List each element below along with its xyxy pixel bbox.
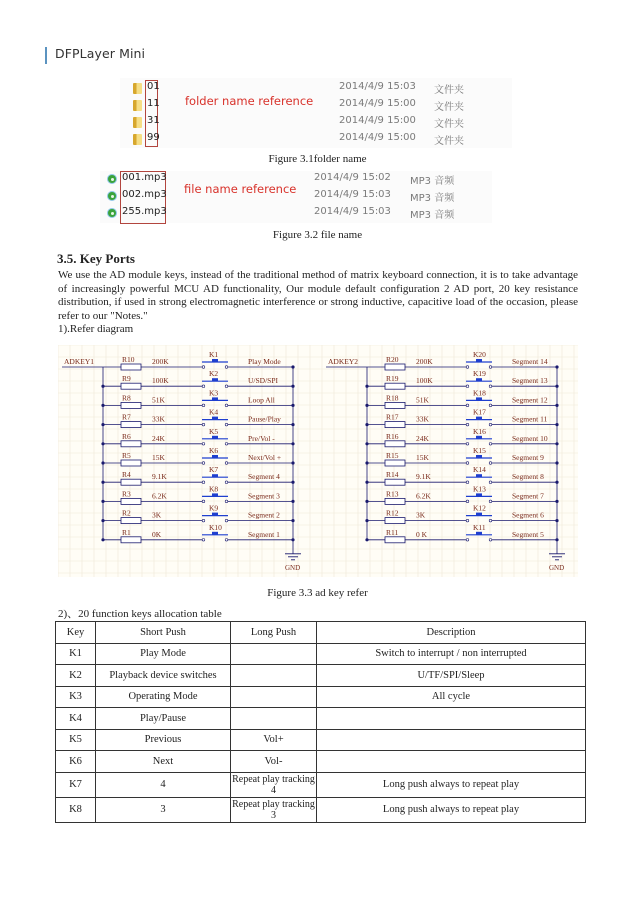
adkey-input-label: ADKEY2 xyxy=(328,357,358,366)
key-function-label: Pause/Play xyxy=(248,414,281,424)
switch-terminal xyxy=(489,385,492,388)
resistor-symbol xyxy=(121,441,141,447)
key-function-label: Loop All xyxy=(248,395,275,405)
key-label: K7 xyxy=(209,465,219,475)
switch-terminal xyxy=(225,519,228,522)
table-row xyxy=(56,751,586,773)
audio-file-icon xyxy=(107,208,117,218)
key-label: K13 xyxy=(473,484,486,494)
folder-type: 文件夹 xyxy=(434,85,464,96)
key-label: K12 xyxy=(473,503,486,513)
resistor-value: 6.2K xyxy=(416,491,431,501)
section-paragraph: We use the AD module keys, instead of the traditional method of matrix keyboard connection, it is to take advantage of increasingly powerful MCU AD functionality, Our module default configuration 2 AD port, 20 key resistance distribution, if used in strong electromagnetic interference or strong inductive, capacitive load of the occasion, please refer to our "Notes." xyxy=(58,269,578,322)
switch-terminal xyxy=(225,539,228,542)
file-type: MP3 音频 xyxy=(410,176,455,187)
switch-button xyxy=(212,397,218,400)
resistor-symbol xyxy=(121,479,141,485)
switch-terminal xyxy=(489,500,492,503)
header-accent-bar xyxy=(45,47,47,64)
key-label: K10 xyxy=(209,522,222,532)
resistor-value: 0 K xyxy=(416,529,428,539)
file-name: 002.mp3 xyxy=(122,189,167,200)
key-label: K20 xyxy=(473,350,486,359)
key-label: K3 xyxy=(209,388,219,398)
switch-terminal xyxy=(466,404,469,407)
key-label: K19 xyxy=(473,369,486,379)
file-name: 255.mp3 xyxy=(122,206,167,217)
audio-file-icon xyxy=(107,174,117,184)
column-header: Short Push xyxy=(96,622,231,644)
resistor-symbol xyxy=(385,383,405,389)
resistor-value: 0K xyxy=(152,529,162,539)
folder-date: 2014/4/9 15:03 xyxy=(339,81,416,92)
switch-button xyxy=(476,513,482,516)
long-push-cell xyxy=(231,686,317,708)
resistor-label: R19 xyxy=(386,374,399,384)
switch-terminal xyxy=(489,404,492,407)
switch-terminal xyxy=(202,366,205,369)
resistor-label: R9 xyxy=(122,374,131,384)
key-function-label: U/SD/SPI xyxy=(248,376,279,386)
resistor-label: R7 xyxy=(122,412,131,422)
long-push-cell xyxy=(231,665,317,687)
key-cell: K5 xyxy=(56,729,96,751)
switch-button xyxy=(212,359,218,362)
key-function-label: Segment 14 xyxy=(512,357,548,366)
description-cell xyxy=(317,751,586,773)
switch-button xyxy=(212,513,218,516)
file-listing-figure xyxy=(100,171,492,223)
switch-button xyxy=(476,455,482,458)
figure-3-1-caption: Figure 3.1folder name xyxy=(268,153,367,165)
folder-type: 文件夹 xyxy=(434,136,464,147)
switch-terminal xyxy=(466,423,469,426)
resistor-label: R16 xyxy=(386,431,399,441)
resistor-value: 3K xyxy=(152,510,162,520)
file-row xyxy=(100,189,492,206)
figure-3-2-caption: Figure 3.2 file name xyxy=(272,229,363,241)
file-row xyxy=(100,172,492,189)
refer-diagram-label: 1).Refer diagram xyxy=(58,323,134,335)
key-function-label: Segment 13 xyxy=(512,376,548,386)
switch-terminal xyxy=(489,423,492,426)
resistor-symbol xyxy=(385,537,405,543)
key-function-label: Segment 6 xyxy=(512,510,544,520)
key-function-label: Play Mode xyxy=(248,357,281,366)
resistor-label: R6 xyxy=(122,431,131,441)
table-row xyxy=(56,729,586,751)
adkey-input-label: ADKEY1 xyxy=(64,357,94,366)
key-function-label: Segment 1 xyxy=(248,529,280,539)
short-push-cell: Play/Pause xyxy=(96,708,231,730)
description-cell: All cycle xyxy=(317,686,586,708)
folder-row xyxy=(120,80,512,97)
key-function-label: Segment 9 xyxy=(512,453,544,462)
resistor-value: 100K xyxy=(152,376,169,386)
resistor-value: 100K xyxy=(416,376,433,386)
switch-button xyxy=(212,455,218,458)
key-function-label: Segment 4 xyxy=(248,472,280,482)
resistor-symbol xyxy=(121,498,141,504)
file-type: MP3 音频 xyxy=(410,210,455,221)
resistor-symbol xyxy=(121,422,141,428)
key-cell: K8 xyxy=(56,797,96,822)
resistor-label: R14 xyxy=(386,470,399,480)
resistor-value: 200K xyxy=(152,357,169,366)
resistor-label: R8 xyxy=(122,393,131,403)
file-date: 2014/4/9 15:02 xyxy=(314,172,391,183)
short-push-cell: Next xyxy=(96,751,231,773)
resistor-label: R4 xyxy=(122,470,131,480)
resistor-value: 3K xyxy=(416,510,426,520)
folder-listing-figure xyxy=(120,78,512,148)
switch-terminal xyxy=(225,443,228,446)
table-row xyxy=(56,797,586,822)
short-push-cell: Playback device switches xyxy=(96,665,231,687)
table-row xyxy=(56,708,586,730)
folder-type: 文件夹 xyxy=(434,102,464,113)
switch-terminal xyxy=(202,481,205,484)
folder-type: 文件夹 xyxy=(434,119,464,130)
resistor-symbol xyxy=(121,518,141,524)
key-table-label: 2)、20 function keys allocation table xyxy=(58,608,222,620)
resistor-label: R20 xyxy=(386,355,399,364)
file-name-annotation: file name reference xyxy=(184,182,297,196)
resistor-symbol xyxy=(385,518,405,524)
switch-button xyxy=(476,359,482,362)
folder-icon xyxy=(133,100,142,111)
resistor-label: R12 xyxy=(386,508,399,518)
resistor-symbol xyxy=(121,383,141,389)
key-cell: K1 xyxy=(56,643,96,665)
resistor-value: 24K xyxy=(416,433,429,443)
key-cell: K7 xyxy=(56,772,96,797)
folder-icon xyxy=(133,83,142,94)
long-push-cell: Vol+ xyxy=(231,729,317,751)
gnd-label: GND xyxy=(549,563,565,572)
key-label: K5 xyxy=(209,426,219,436)
key-function-label: Segment 11 xyxy=(512,414,548,424)
switch-button xyxy=(476,378,482,381)
switch-terminal xyxy=(225,500,228,503)
resistor-symbol xyxy=(121,364,141,370)
resistor-symbol xyxy=(385,422,405,428)
short-push-cell: 3 xyxy=(96,797,231,822)
resistor-label: R18 xyxy=(386,393,399,403)
file-date: 2014/4/9 15:03 xyxy=(314,206,391,217)
switch-terminal xyxy=(202,443,205,446)
key-cell: K6 xyxy=(56,751,96,773)
key-label: K15 xyxy=(473,446,486,455)
switch-terminal xyxy=(489,462,492,465)
switch-terminal xyxy=(466,539,469,542)
gnd-label: GND xyxy=(285,563,301,572)
long-push-cell xyxy=(231,708,317,730)
resistor-label: R2 xyxy=(122,508,131,518)
switch-button xyxy=(476,474,482,477)
key-label: K17 xyxy=(473,407,486,417)
resistor-value: 9.1K xyxy=(152,472,167,482)
switch-terminal xyxy=(225,423,228,426)
description-cell xyxy=(317,708,586,730)
key-label: K2 xyxy=(209,369,219,379)
key-label: K6 xyxy=(209,446,219,455)
key-function-label: Segment 12 xyxy=(512,395,548,405)
folder-name: 11 xyxy=(147,98,160,109)
switch-button xyxy=(212,474,218,477)
switch-button xyxy=(212,436,218,439)
switch-terminal xyxy=(466,366,469,369)
short-push-cell: 4 xyxy=(96,772,231,797)
resistor-label: R5 xyxy=(122,451,131,460)
section-heading: 3.5. Key Ports xyxy=(57,251,135,266)
switch-terminal xyxy=(202,539,205,542)
key-label: K8 xyxy=(209,484,219,494)
resistor-symbol xyxy=(385,402,405,408)
key-cell: K4 xyxy=(56,708,96,730)
switch-button xyxy=(212,493,218,496)
key-function-label: Pre/Vol - xyxy=(248,433,275,443)
key-function-label: Segment 5 xyxy=(512,529,544,539)
resistor-label: R10 xyxy=(122,355,135,364)
key-label: K4 xyxy=(209,407,219,417)
document-header-title: DFPLayer Mini xyxy=(55,46,146,61)
switch-button xyxy=(476,436,482,439)
file-row xyxy=(100,206,492,223)
switch-terminal xyxy=(466,481,469,484)
resistor-symbol xyxy=(385,479,405,485)
key-function-label: Segment 8 xyxy=(512,472,544,482)
resistor-value: 33K xyxy=(416,414,429,424)
key-label: K16 xyxy=(473,426,486,436)
resistor-symbol xyxy=(121,537,141,543)
switch-terminal xyxy=(202,404,205,407)
key-label: K14 xyxy=(473,465,486,475)
description-cell: Long push always to repeat play xyxy=(317,797,586,822)
key-label: K11 xyxy=(473,522,486,532)
resistor-symbol xyxy=(385,460,405,466)
file-date: 2014/4/9 15:03 xyxy=(314,189,391,200)
resistor-value: 200K xyxy=(416,357,433,366)
resistor-label: R13 xyxy=(386,489,399,499)
switch-terminal xyxy=(489,539,492,542)
table-header-row xyxy=(56,622,586,644)
switch-button xyxy=(476,417,482,420)
key-function-label: Segment 10 xyxy=(512,433,548,443)
resistor-value: 51K xyxy=(152,395,165,405)
switch-button xyxy=(212,532,218,535)
long-push-cell: Vol- xyxy=(231,751,317,773)
table-row xyxy=(56,772,586,797)
switch-button xyxy=(476,493,482,496)
folder-name: 31 xyxy=(147,115,160,126)
short-push-cell: Previous xyxy=(96,729,231,751)
switch-terminal xyxy=(225,481,228,484)
switch-terminal xyxy=(466,462,469,465)
key-function-label: Segment 3 xyxy=(248,491,280,501)
resistor-value: 15K xyxy=(416,453,429,462)
folder-row xyxy=(120,114,512,131)
audio-file-icon xyxy=(107,191,117,201)
key-cell: K3 xyxy=(56,686,96,708)
short-push-cell: Play Mode xyxy=(96,643,231,665)
column-header: Key xyxy=(56,622,96,644)
table-row xyxy=(56,665,586,687)
switch-terminal xyxy=(225,462,228,465)
folder-date: 2014/4/9 15:00 xyxy=(339,115,416,126)
folder-date: 2014/4/9 15:00 xyxy=(339,98,416,109)
key-function-label: Segment 2 xyxy=(248,510,280,520)
resistor-label: R11 xyxy=(386,527,399,537)
key-allocation-table xyxy=(55,621,586,823)
folder-row xyxy=(120,97,512,114)
switch-terminal xyxy=(489,481,492,484)
switch-terminal xyxy=(466,385,469,388)
folder-row xyxy=(120,131,512,148)
description-cell: Long push always to repeat play xyxy=(317,772,586,797)
description-cell: Switch to interrupt / non interrupted xyxy=(317,643,586,665)
long-push-cell: Repeat play tracking 4 xyxy=(232,773,315,796)
switch-terminal xyxy=(202,462,205,465)
folder-icon xyxy=(133,117,142,128)
switch-terminal xyxy=(489,366,492,369)
table-row xyxy=(56,643,586,665)
switch-terminal xyxy=(225,404,228,407)
resistor-value: 51K xyxy=(416,395,429,405)
folder-name: 99 xyxy=(147,132,160,143)
resistor-label: R15 xyxy=(386,451,399,460)
key-label: K18 xyxy=(473,388,486,398)
column-header: Long Push xyxy=(231,622,317,644)
key-function-label: Next/Vol + xyxy=(248,453,282,462)
key-cell: K2 xyxy=(56,665,96,687)
key-label: K9 xyxy=(209,503,219,513)
switch-terminal xyxy=(202,385,205,388)
resistor-symbol xyxy=(121,402,141,408)
figure-3-3-caption: Figure 3.3 ad key refer xyxy=(267,587,368,599)
resistor-symbol xyxy=(121,460,141,466)
folder-name: 01 xyxy=(147,81,160,92)
switch-terminal xyxy=(466,443,469,446)
switch-terminal xyxy=(225,385,228,388)
resistor-label: R3 xyxy=(122,489,131,499)
resistor-value: 15K xyxy=(152,453,165,462)
resistor-label: R1 xyxy=(122,527,131,537)
switch-terminal xyxy=(202,519,205,522)
key-label: K1 xyxy=(209,350,219,359)
folder-date: 2014/4/9 15:00 xyxy=(339,132,416,143)
table-row xyxy=(56,686,586,708)
ad-key-circuit-diagram xyxy=(58,345,578,577)
key-function-label: Segment 7 xyxy=(512,491,544,501)
long-push-cell xyxy=(231,643,317,665)
resistor-symbol xyxy=(385,498,405,504)
resistor-value: 6.2K xyxy=(152,491,167,501)
switch-terminal xyxy=(466,500,469,503)
resistor-value: 33K xyxy=(152,414,165,424)
switch-button xyxy=(476,397,482,400)
switch-terminal xyxy=(489,443,492,446)
switch-terminal xyxy=(202,423,205,426)
description-cell xyxy=(317,729,586,751)
folder-icon xyxy=(133,134,142,145)
switch-terminal xyxy=(489,519,492,522)
folder-name-annotation: folder name reference xyxy=(185,94,314,108)
switch-button xyxy=(476,532,482,535)
resistor-label: R17 xyxy=(386,412,399,422)
switch-terminal xyxy=(225,366,228,369)
switch-button xyxy=(212,417,218,420)
resistor-symbol xyxy=(385,364,405,370)
file-type: MP3 音频 xyxy=(410,193,455,204)
resistor-symbol xyxy=(385,441,405,447)
resistor-value: 9.1K xyxy=(416,472,431,482)
description-cell: U/TF/SPI/Sleep xyxy=(317,665,586,687)
switch-terminal xyxy=(466,519,469,522)
switch-button xyxy=(212,378,218,381)
short-push-cell: Operating Mode xyxy=(96,686,231,708)
file-name: 001.mp3 xyxy=(122,172,167,183)
column-header: Description xyxy=(317,622,586,644)
switch-terminal xyxy=(202,500,205,503)
resistor-value: 24K xyxy=(152,433,165,443)
long-push-cell: Repeat play tracking 3 xyxy=(232,798,315,821)
